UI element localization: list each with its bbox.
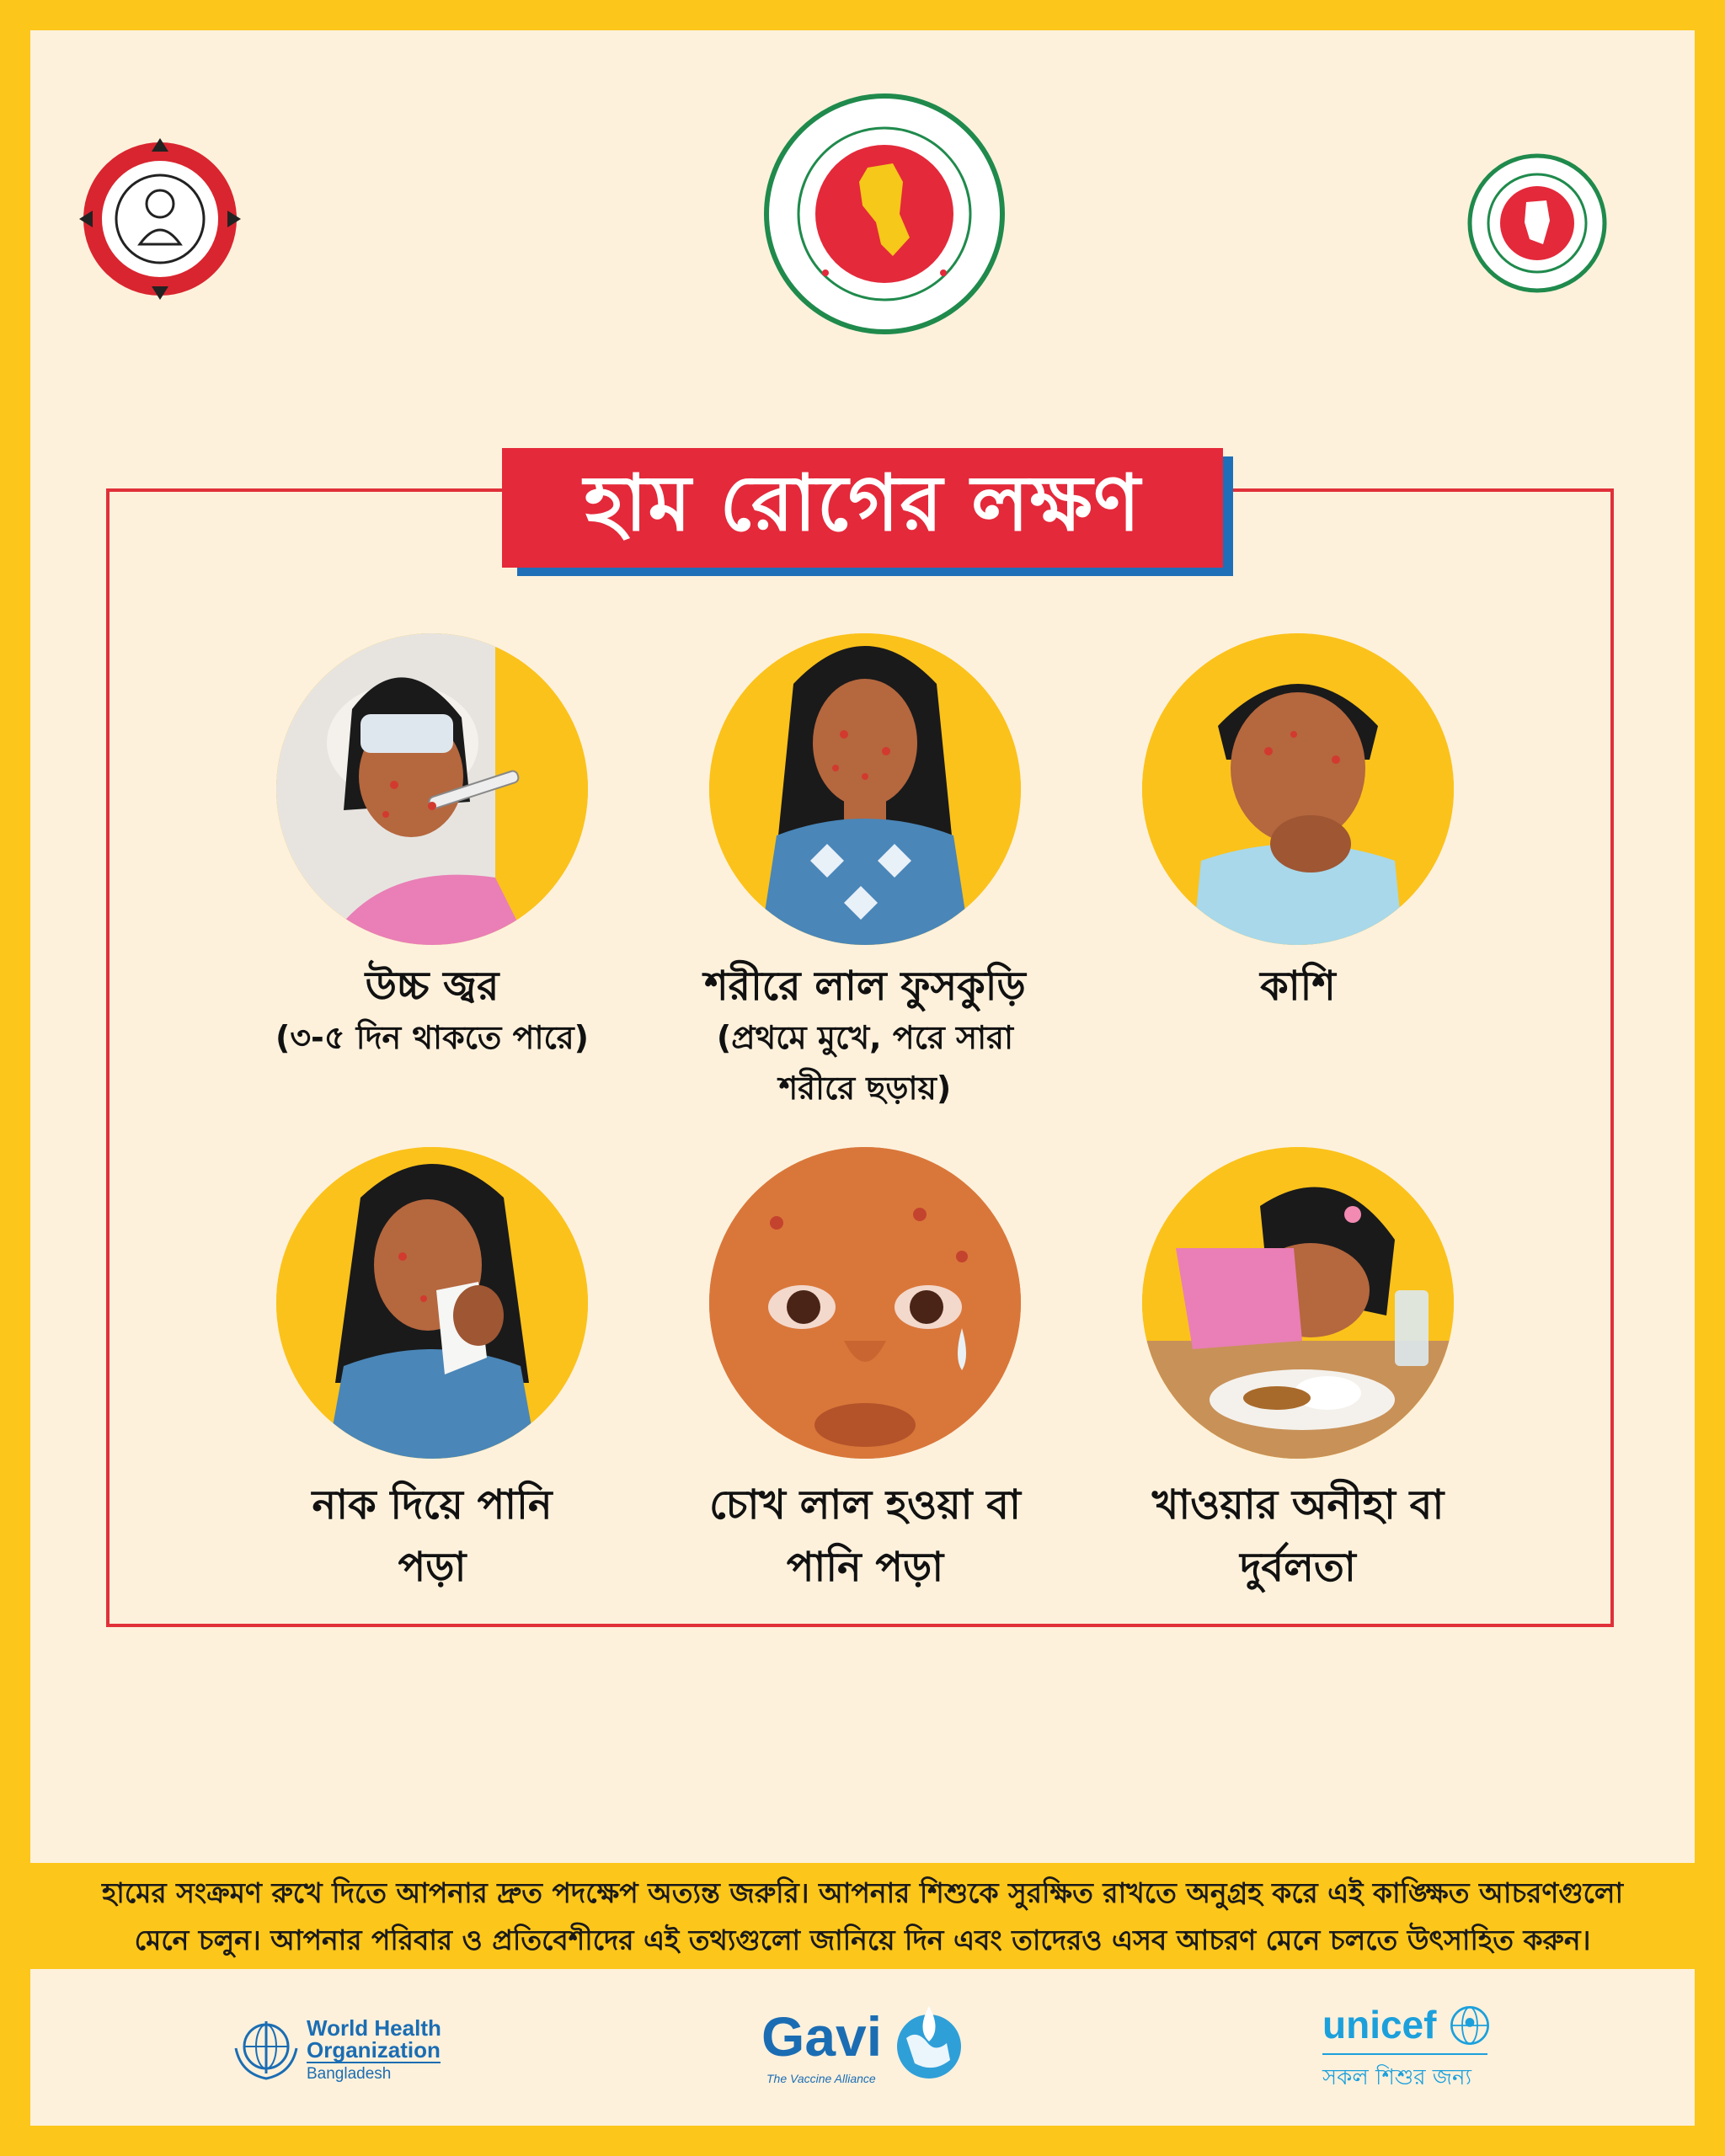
government-seal	[758, 88, 1011, 340]
title-banner	[502, 448, 1223, 568]
runny-nose-illustration-icon	[276, 1147, 588, 1459]
gavi-logo	[758, 2004, 977, 2097]
health-seal	[1466, 152, 1609, 295]
who-name-line1: World Health	[307, 2015, 441, 2041]
symptom-subtitle-fever: (৩-৫ দিন থাকতে পারে)	[275, 1019, 590, 1056]
who-emblem-icon	[232, 2015, 300, 2082]
cough-illustration-icon	[1142, 633, 1454, 945]
unicef-tagline: সকল শিশুর জন্য	[1322, 2065, 1472, 2090]
message-line-1: হামের সংক্রমণ রুখে দিতে আপনার দ্রুত পদক্ষেপ অত্যন্ত জরুরি। আপনার শিশুকে সুরক্ষিত রাখতে অনুগ্রহ করে এই কাঙ্ক্ষিত আচরণগুলো	[101, 1876, 1624, 1909]
bangladesh-seal-icon	[758, 88, 1011, 340]
unicef-divider	[1322, 2053, 1487, 2055]
child-vaccination-badge-icon	[76, 135, 244, 303]
unicef-logo	[1322, 2001, 1499, 2094]
symptom-title-appetite-2: দুর্বলতা	[1240, 1544, 1356, 1591]
symptom-title-runny-nose-2: পড়া	[398, 1544, 467, 1591]
unicef-name: unicef	[1322, 2003, 1437, 2047]
unicef-emblem-icon	[1447, 2003, 1493, 2048]
symptom-title-fever: উচ্চ জ্বর	[365, 963, 499, 1010]
symptom-title-red-eyes-2: পানি পড়া	[786, 1544, 944, 1591]
symptom-title-runny-nose-1: নাক দিয়ে পানি	[312, 1481, 553, 1529]
symptom-title-red-eyes-1: চোখ লাল হওয়া বা	[709, 1481, 1021, 1529]
symptom-title-rash: শরীরে লাল ফুসকুড়ি	[704, 963, 1026, 1010]
fever-illustration-icon	[276, 633, 588, 945]
who-name-line2: Organization	[307, 2037, 441, 2063]
symptom-title-appetite-1: খাওয়ার অনীহা বা	[1151, 1481, 1445, 1529]
rash-illustration-icon	[709, 633, 1021, 945]
health-directorate-seal-icon	[1466, 152, 1609, 295]
gavi-tagline: The Vaccine Alliance	[766, 2072, 876, 2085]
symptom-title-cough: কাশি	[1260, 963, 1336, 1010]
who-logo	[232, 2009, 451, 2094]
page-title: হাম রোগের লক্ষণ	[584, 458, 1141, 548]
awareness-message	[101, 1870, 1624, 1964]
epi-logo	[76, 135, 244, 303]
symptom-subtitle-rash-1: (প্রথমে মুখে, পরে সারা	[716, 1019, 1014, 1056]
appetite-loss-illustration-icon	[1142, 1147, 1454, 1459]
red-eyes-illustration-icon	[709, 1147, 1021, 1459]
who-country: Bangladesh	[307, 2065, 392, 2083]
symptom-subtitle-rash-2: শরীরে ছড়ায়)	[778, 1070, 952, 1107]
gavi-name: Gavi	[761, 2005, 883, 2068]
gavi-drop-globe-icon	[891, 2004, 967, 2080]
message-line-2: মেনে চলুন। আপনার পরিবার ও প্রতিবেশীদের এই তথ্যগুলো জানিয়ে দিন এবং তাদেরও এসব আচরণ মেনে চলতে উৎসাহিত করুন।	[134, 1924, 1591, 1956]
